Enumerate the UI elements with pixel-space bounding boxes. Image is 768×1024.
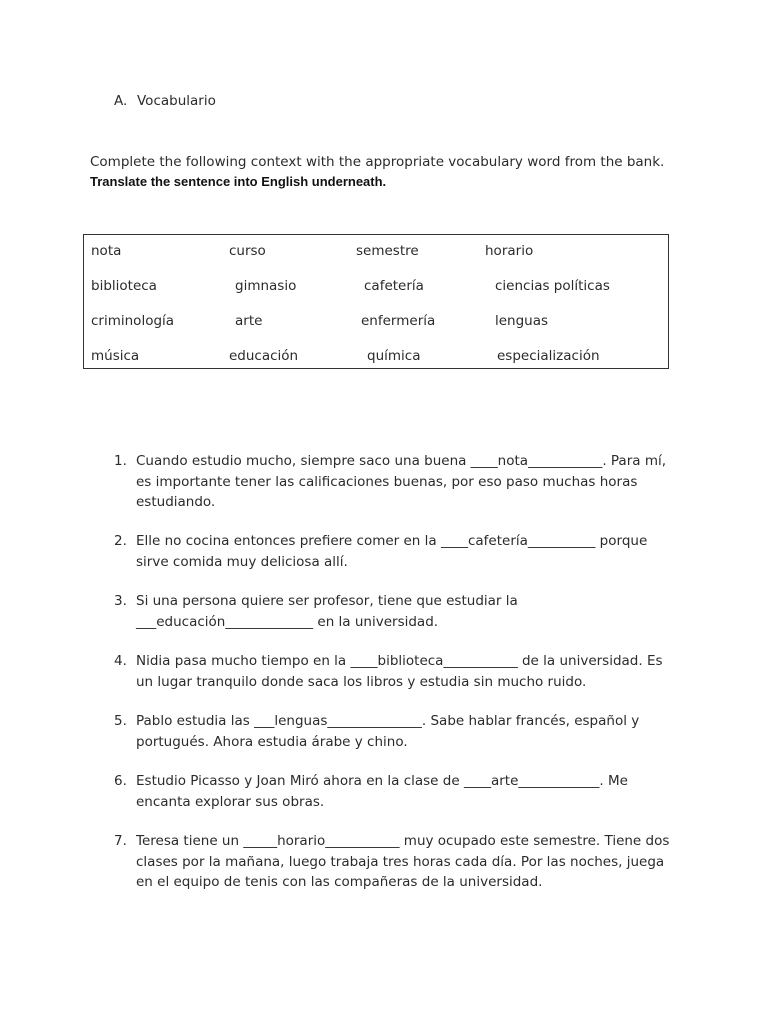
- question-number: 6.: [114, 773, 127, 789]
- question-number: 2.: [114, 533, 127, 549]
- question-number: 1.: [114, 453, 127, 469]
- word-bank-word: ciencias políticas: [495, 278, 610, 294]
- question-item: [114, 831, 694, 893]
- question-text: [136, 831, 694, 893]
- word-bank-word: curso: [229, 243, 266, 259]
- word-bank-word: educación: [229, 348, 299, 364]
- question-item: [114, 451, 694, 513]
- word-bank-word: biblioteca: [91, 278, 157, 294]
- word-bank-word: nota: [91, 243, 122, 259]
- word-bank-word: enfermería: [361, 313, 436, 329]
- question-line: un lugar tranquilo donde saca los libros y estudia sin mucho ruido.: [136, 673, 587, 690]
- question-line: en el equipo de tenis con las compañeras de la universidad.: [136, 874, 543, 890]
- question-text: [136, 651, 694, 692]
- question-line: Pablo estudia las ___lenguas______________. Sabe hablar francés, español y: [136, 713, 640, 729]
- question-line: sirve comida muy deliciosa allí.: [136, 553, 348, 570]
- word-bank: [83, 234, 669, 369]
- question-text: [136, 451, 694, 513]
- question-line: Cuando estudio mucho, siempre saco una buena ____nota___________. Para mí,: [136, 453, 667, 469]
- question-line: Teresa tiene un _____horario___________ muy ocupado este semestre. Tiene dos: [136, 833, 670, 849]
- word-bank-word: lenguas: [495, 313, 549, 329]
- question-item: [114, 531, 694, 572]
- section-heading: [114, 93, 216, 109]
- instructions-line: Complete the following context with the appropriate vocabulary word from the bank.: [90, 154, 665, 170]
- word-bank-word: gimnasio: [235, 278, 297, 294]
- question-number: 4.: [114, 653, 127, 669]
- question-text: [136, 771, 694, 812]
- instructions: [90, 153, 700, 191]
- word-bank-word: semestre: [356, 243, 419, 259]
- word-bank-word: especialización: [497, 348, 600, 364]
- question-text: [136, 531, 694, 572]
- word-bank-word: química: [367, 348, 421, 364]
- question-line: encanta explorar sus obras.: [136, 793, 325, 810]
- word-bank-word: horario: [485, 243, 534, 259]
- word-bank-word: arte: [235, 313, 263, 329]
- question-text: [136, 711, 694, 752]
- section-title: Vocabulario: [137, 93, 216, 109]
- question-line: Si una persona quiere ser profesor, tiene que estudiar la: [136, 593, 518, 609]
- question-number: 5.: [114, 713, 127, 729]
- section-letter: A.: [114, 93, 128, 109]
- word-bank-word: criminología: [91, 313, 175, 329]
- question-line: clases por la mañana, luego trabaja tres horas cada día. Por las noches, juega: [136, 853, 665, 870]
- question-line: estudiando.: [136, 494, 216, 510]
- question-item: [114, 591, 694, 632]
- question-text: [136, 591, 694, 632]
- question-line: Elle no cocina entonces prefiere comer en la ____cafetería__________ porque: [136, 533, 648, 549]
- question-item: [114, 711, 694, 752]
- question-item: [114, 651, 694, 692]
- word-bank-word: música: [91, 348, 140, 364]
- instructions-bold-line: Translate the sentence into English underneath.: [90, 174, 387, 189]
- question-number: 7.: [114, 833, 127, 849]
- question-line: Estudio Picasso y Joan Miró ahora en la clase de ____arte____________. Me: [136, 773, 628, 789]
- question-line: ___educación_____________ en la universidad.: [136, 613, 439, 630]
- word-bank-word: cafetería: [364, 278, 424, 294]
- question-line: es importante tener las calificaciones buenas, por eso paso muchas horas: [136, 473, 638, 490]
- question-line: portugués. Ahora estudia árabe y chino.: [136, 733, 408, 750]
- question-number: 3.: [114, 593, 127, 609]
- question-line: Nidia pasa mucho tiempo en la ____biblioteca___________ de la universidad. Es: [136, 653, 663, 669]
- question-item: [114, 771, 694, 812]
